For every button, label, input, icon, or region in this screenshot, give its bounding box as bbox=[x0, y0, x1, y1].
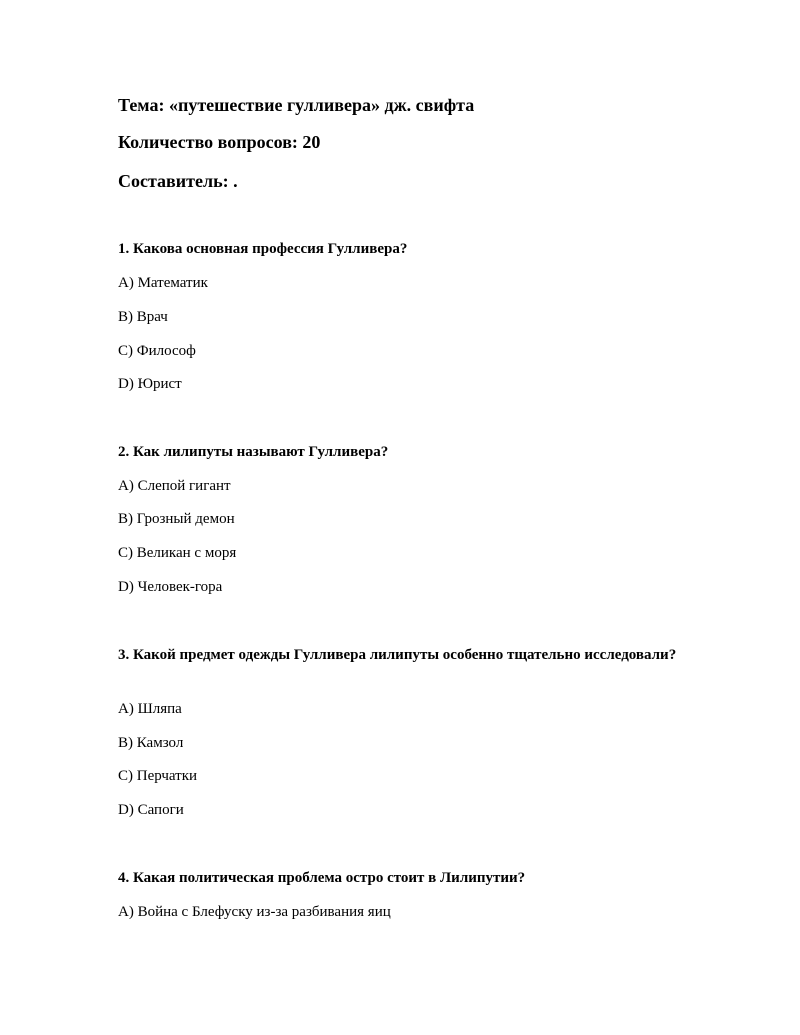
answer-option: D) Юрист bbox=[118, 376, 182, 392]
answer-option: D) Человек-гора bbox=[118, 579, 223, 595]
question-title: 2. Как лилипуты называют Гулливера? bbox=[118, 444, 389, 460]
question-title: 1. Какова основная профессия Гулливера? bbox=[118, 241, 408, 257]
question-count-heading: Количество вопросов: 20 bbox=[118, 132, 321, 152]
question-title: 4. Какая политическая проблема остро стоит в Лилипутии? bbox=[118, 870, 526, 886]
answer-option: A) Слепой гигант bbox=[118, 478, 231, 494]
answer-option: B) Врач bbox=[118, 309, 168, 325]
answer-option: C) Философ bbox=[118, 343, 196, 359]
answer-option: B) Камзол bbox=[118, 735, 184, 751]
answer-option: A) Математик bbox=[118, 275, 208, 291]
answer-option: B) Грозный демон bbox=[118, 511, 235, 527]
answer-option: C) Перчатки bbox=[118, 768, 198, 784]
question-title: 3. Какой предмет одежды Гулливера лилипуты особенно тщательно исследовали? bbox=[118, 647, 677, 663]
author-heading: Составитель: . bbox=[118, 171, 238, 191]
topic-heading: Тема: «путешествие гулливера» дж. свифта bbox=[118, 95, 475, 115]
answer-option: A) Шляпа bbox=[118, 701, 182, 717]
answer-option: C) Великан с моря bbox=[118, 545, 237, 561]
answer-option: D) Сапоги bbox=[118, 802, 184, 818]
answer-option: A) Война с Блефуску из-за разбивания яиц bbox=[118, 904, 391, 920]
